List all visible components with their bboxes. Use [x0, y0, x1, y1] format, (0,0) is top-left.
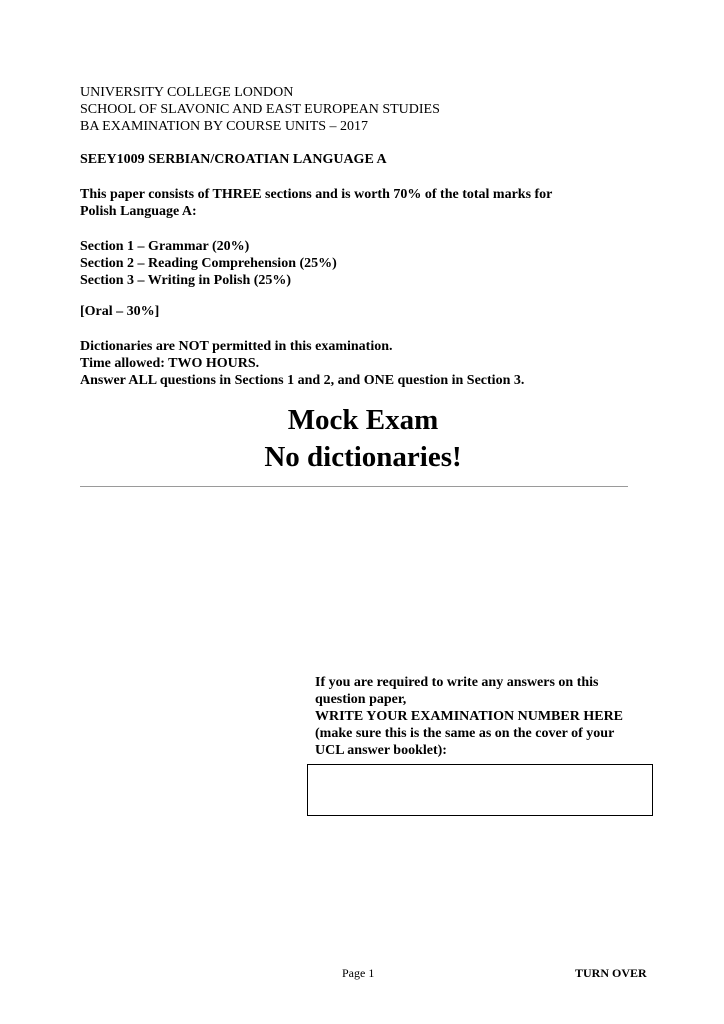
- exam-number-field[interactable]: [308, 765, 652, 815]
- page-number: Page 1: [342, 966, 375, 980]
- answer-note-line: WRITE YOUR EXAMINATION NUMBER HERE: [315, 709, 624, 724]
- answer-note-line: (make sure this is the same as on the cover of your: [315, 726, 615, 741]
- exam-name: BA EXAMINATION BY COURSE UNITS – 2017: [80, 119, 369, 134]
- intro-line: This paper consists of THREE sections and is worth 70% of the total marks for: [80, 187, 553, 202]
- course-title: SEEY1009 SERBIAN/CROATIAN LANGUAGE A: [80, 152, 387, 167]
- rule-item: Answer ALL questions in Sections 1 and 2, and ONE question in Section 3.: [80, 373, 525, 388]
- section-item: Section 3 – Writing in Polish (25%): [80, 273, 292, 288]
- answer-note-line: If you are required to write any answers on this: [315, 675, 599, 690]
- paper-intro: [80, 186, 552, 220]
- rule-item: Time allowed: TWO HOURS.: [80, 356, 260, 371]
- rule-item: Dictionaries are NOT permitted in this examination.: [80, 339, 393, 354]
- answer-note-line: UCL answer booklet):: [315, 743, 447, 758]
- section-item: Section 1 – Grammar (20%): [80, 239, 250, 254]
- horizontal-divider: [80, 486, 628, 487]
- mock-exam-banner: [80, 402, 646, 476]
- school-name: SCHOOL OF SLAVONIC AND EAST EUROPEAN STUDIES: [80, 102, 440, 117]
- section-item: Section 2 – Reading Comprehension (25%): [80, 256, 337, 271]
- oral-weighting: [Oral – 30%]: [80, 304, 160, 319]
- intro-line: Polish Language A:: [80, 204, 197, 219]
- exam-rules: [80, 338, 524, 389]
- institution-name: UNIVERSITY COLLEGE LONDON: [80, 85, 294, 100]
- answer-instructions: [315, 674, 623, 759]
- turn-over-label: TURN OVER: [575, 966, 647, 980]
- section-list: [80, 238, 337, 289]
- exam-header: [80, 84, 440, 135]
- answer-note-line: question paper,: [315, 692, 407, 707]
- exam-number-box[interactable]: [307, 764, 653, 816]
- mock-subtitle: No dictionaries!: [264, 441, 462, 473]
- mock-title: Mock Exam: [287, 404, 439, 436]
